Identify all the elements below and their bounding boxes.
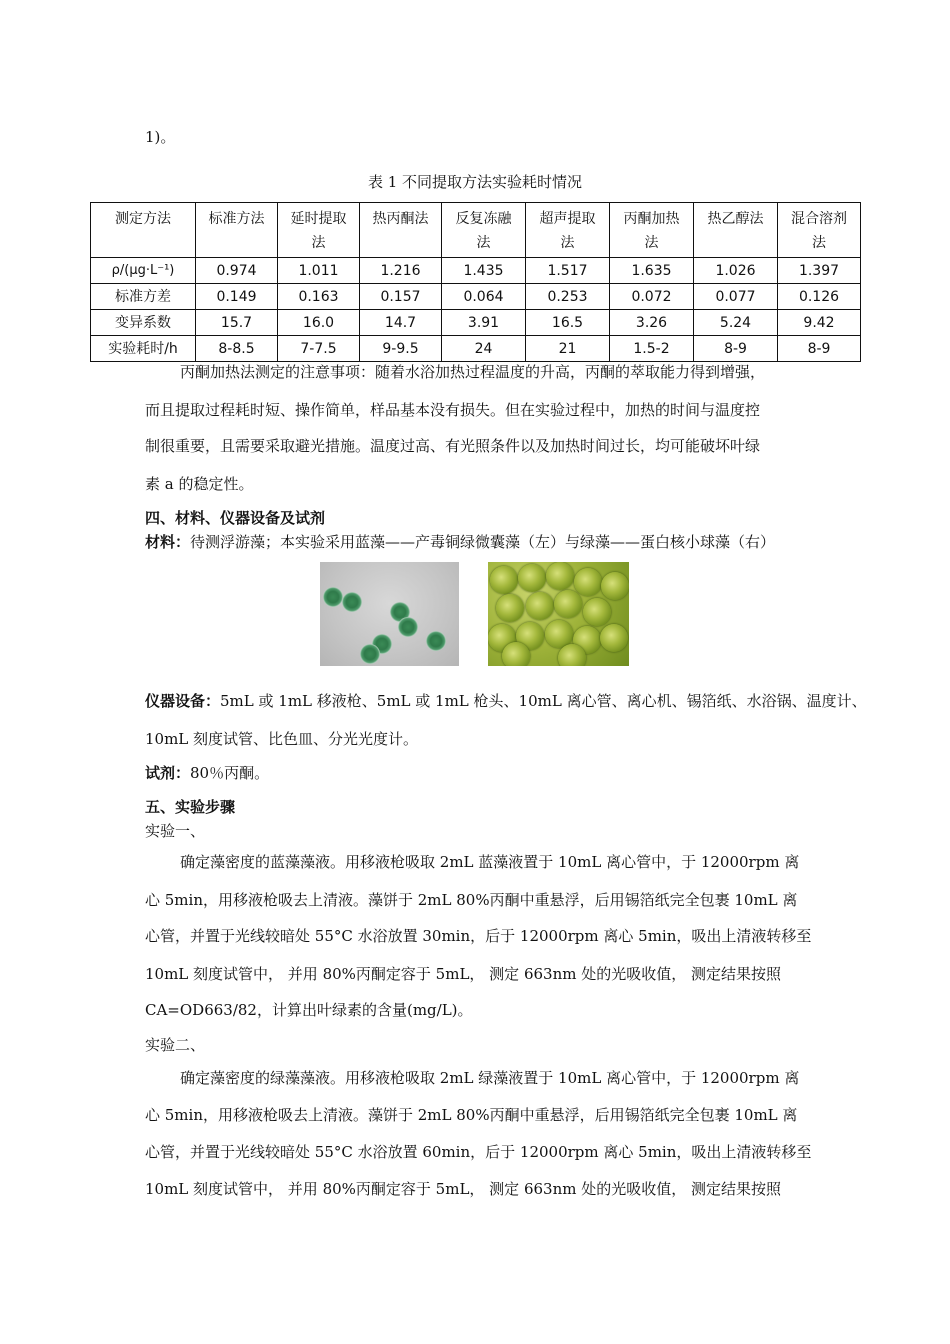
algae-cell [546, 562, 574, 590]
table-cell: 21 [526, 336, 610, 362]
section-heading: 四、材料、仪器设备及试剂 [145, 509, 326, 527]
table-cell: 0.253 [526, 284, 610, 310]
experiment-label: 实验一、 [145, 822, 206, 840]
algae-cell [558, 644, 586, 666]
table-cell: 9.42 [778, 310, 861, 336]
experiment-line: CA=OD663/82，计算出叶绿素的含量(mg/L)。 [145, 1001, 473, 1019]
table-cell: 15.7 [196, 310, 278, 336]
notes-line: 丙酮加热法测定的注意事项：随着水浴加热过程温度的升高，丙酮的萃取能力得到增强， [180, 363, 766, 381]
table-cell: 1.517 [526, 258, 610, 284]
algae-cell [574, 568, 602, 596]
table-row [91, 336, 861, 362]
table-header-cell: 热丙酮法 [360, 203, 442, 258]
algae-cell [502, 642, 530, 666]
experiment-line: 确定藻密度的蓝藻藻液。用移液枪吸取 2mL 蓝藻液置于 10mL 离心管中，于 12000rpm 离 [180, 853, 800, 871]
table-cell: 0.974 [196, 258, 278, 284]
algae-cell [601, 572, 629, 600]
equipment-text: 5mL 或 1mL 移液枪、5mL 或 1mL 枪头、10mL 离心管、离心机、锡箔纸、水浴锅、温度计、 [220, 692, 867, 710]
table-cell: 0.064 [442, 284, 526, 310]
algae-cell [518, 564, 546, 592]
notes-line: 而且提取过程耗时短、操作简单，样品基本没有损失。但在实验过程中，加热的时间与温度控 [145, 401, 761, 419]
table-header-cell: 热乙醇法 [694, 203, 778, 258]
table-cell: 1.5-2 [610, 336, 694, 362]
materials-label: 材料： [145, 533, 191, 551]
chlorella-micrograph [488, 562, 629, 666]
table-cell: 3.91 [442, 310, 526, 336]
table-cell: 9-9.5 [360, 336, 442, 362]
algae-cell [600, 624, 628, 652]
table-cell: 0.077 [694, 284, 778, 310]
table-row [91, 284, 861, 310]
algae-cell [360, 644, 380, 664]
experiment-line: 10mL 刻度试管中， 并用 80%丙酮定容于 5mL， 测定 663nm 处的光吸收值， 测定结果按照 [145, 1180, 782, 1198]
equipment-line: 10mL 刻度试管、比色皿、分光光度计。 [145, 730, 419, 748]
materials-text: 待测浮游藻；本实验采用蓝藻——产毒铜绿微囊藻（左）与绿藻——蛋白核小球藻（右） [190, 533, 776, 551]
intro-fragment: 1)。 [145, 128, 176, 146]
algae-cell [398, 617, 418, 637]
reagent-text: 80％丙酮。 [190, 764, 270, 782]
table-cell: 8-9 [778, 336, 861, 362]
experiment-line: 心管，并置于光线较暗处 55°C 水浴放置 60min，后于 12000rpm 离心 5min，吸出上清液转移至 [145, 1143, 812, 1161]
notes-line: 制很重要，且需要采取避光措施。温度过高、有光照条件以及加热时间过长，均可能破坏叶绿 [145, 437, 761, 455]
cyanobacteria-micrograph [320, 562, 459, 666]
experiment-line: 心 5min，用移液枪吸去上清液。藻饼于 2mL 80%丙酮中重悬浮，后用锡箔纸完全包裹 10mL 离 [145, 891, 798, 909]
algae-cell [426, 631, 446, 651]
table-cell: 0.149 [196, 284, 278, 310]
table-header-cell: 超声提取 法 [526, 203, 610, 258]
reagent-line [145, 763, 269, 783]
algae-cell [583, 598, 611, 626]
table-cell: 0.163 [278, 284, 360, 310]
algae-cell [323, 587, 343, 607]
table-cell: 1.397 [778, 258, 861, 284]
reagent-label: 试剂： [145, 764, 191, 782]
table-header-row [91, 203, 861, 258]
table-cell: 0.072 [610, 284, 694, 310]
experiment-line: 10mL 刻度试管中， 并用 80%丙酮定容于 5mL， 测定 663nm 处的光吸收值， 测定结果按照 [145, 965, 782, 983]
materials-line [145, 532, 775, 552]
table-header-cell: 延时提取 法 [278, 203, 360, 258]
table-cell: 变异系数 [91, 310, 196, 336]
algae-cell [496, 594, 524, 622]
equipment-line [145, 691, 867, 711]
table-header-cell: 反复冻融 法 [442, 203, 526, 258]
equipment-label: 仪器设备： [145, 692, 221, 710]
table-caption: 表 1 不同提取方法实验耗时情况 [367, 173, 583, 191]
table-header-cell: 标准方法 [196, 203, 278, 258]
algae-cell [526, 592, 554, 620]
table-cell: 1.635 [610, 258, 694, 284]
experiment-line: 心 5min，用移液枪吸去上清液。藻饼于 2mL 80%丙酮中重悬浮，后用锡箔纸完全包裹 10mL 离 [145, 1106, 798, 1124]
table-header-cell: 混合溶剂 法 [778, 203, 861, 258]
experiment-line: 心管，并置于光线较暗处 55°C 水浴放置 30min，后于 12000rpm 离心 5min，吸出上清液转移至 [145, 927, 812, 945]
notes-line: 素 a 的稳定性。 [145, 475, 254, 493]
experiment-line: 确定藻密度的绿藻藻液。用移液枪吸取 2mL 绿藻液置于 10mL 离心管中，于 12000rpm 离 [180, 1069, 800, 1087]
table-header-cell: 测定方法 [91, 203, 196, 258]
table-header-cell: 丙酮加热 法 [610, 203, 694, 258]
table-cell: 1.216 [360, 258, 442, 284]
table-cell: ρ/(μg·L⁻¹) [91, 258, 196, 284]
table-cell: 实验耗时/h [91, 336, 196, 362]
algae-cell [554, 590, 582, 618]
table-cell: 5.24 [694, 310, 778, 336]
table-cell: 8-9 [694, 336, 778, 362]
table-row [91, 310, 861, 336]
table-cell: 8-8.5 [196, 336, 278, 362]
table-row [91, 258, 861, 284]
section-heading: 五、实验步骤 [145, 798, 236, 816]
table-cell: 1.435 [442, 258, 526, 284]
methods-table [90, 202, 861, 362]
table-cell: 7-7.5 [278, 336, 360, 362]
table-cell: 标准方差 [91, 284, 196, 310]
table-cell: 0.157 [360, 284, 442, 310]
table-cell: 16.5 [526, 310, 610, 336]
table-cell: 0.126 [778, 284, 861, 310]
algae-cell [342, 592, 362, 612]
table-cell: 1.026 [694, 258, 778, 284]
experiment-label: 实验二、 [145, 1036, 206, 1054]
table-cell: 14.7 [360, 310, 442, 336]
algae-cell [490, 566, 518, 594]
table-cell: 3.26 [610, 310, 694, 336]
table-cell: 16.0 [278, 310, 360, 336]
table-cell: 1.011 [278, 258, 360, 284]
table-cell: 24 [442, 336, 526, 362]
